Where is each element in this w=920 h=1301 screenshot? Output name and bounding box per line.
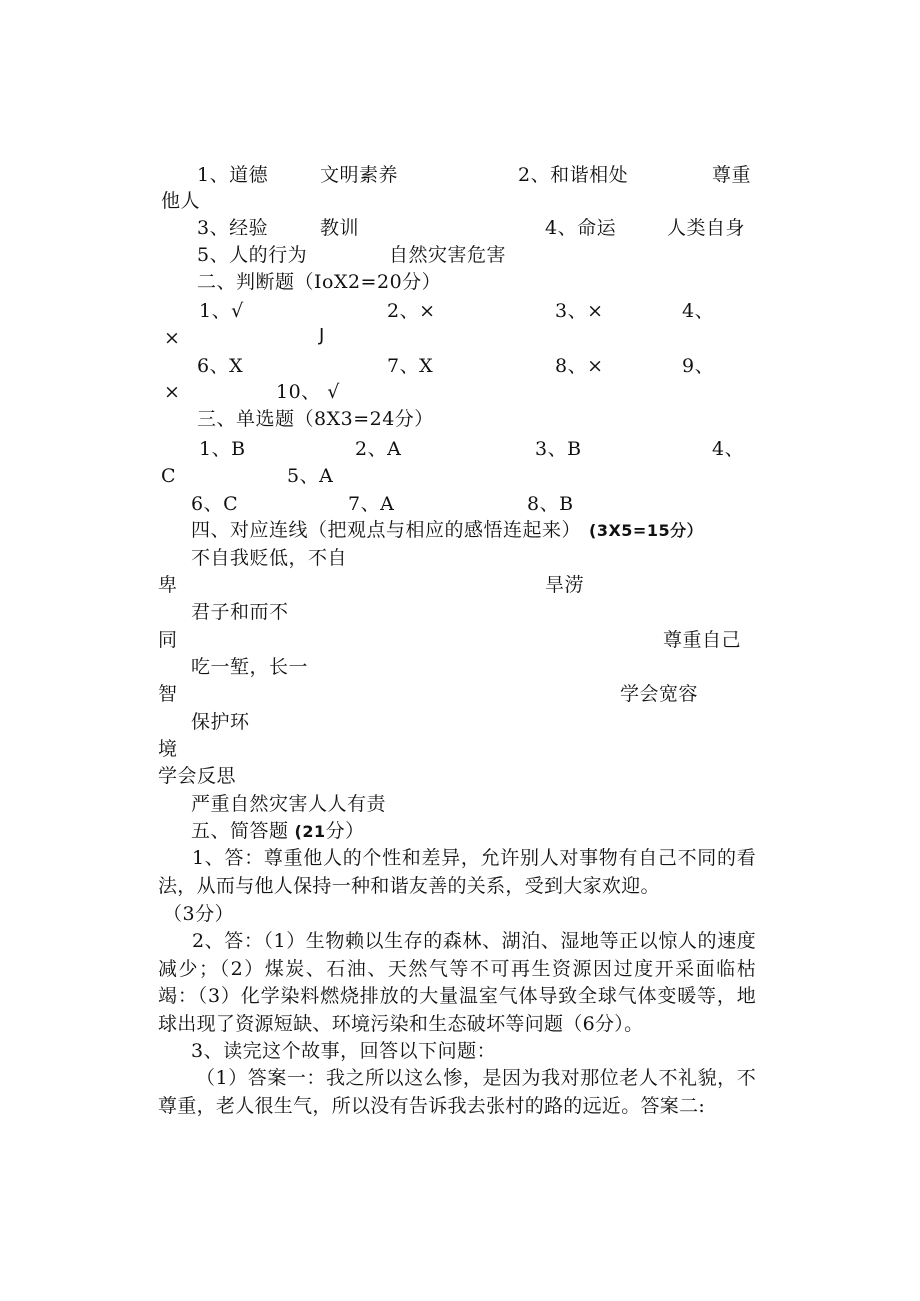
judge-answer-4b: × xyxy=(164,327,181,349)
judge-answer-1: 1、√ xyxy=(199,300,244,322)
judge-answer-5: J xyxy=(319,325,325,346)
short-answer-1-score: （3分） xyxy=(163,903,235,925)
single-answer-1: 1、B xyxy=(199,438,246,460)
match-left-3b: 智 xyxy=(158,683,178,705)
short-heading-score: (21 xyxy=(294,822,326,841)
fill-answer-4b: 人类自身 xyxy=(667,217,746,239)
judge-heading: 二、判断题（IoX2=20分） xyxy=(197,271,442,293)
judge-answer-9b: × xyxy=(164,381,181,403)
short-answer-2: 2、答：（1）生物赖以生存的森林、湖泊、湿地等正以惊人的速度减少；（2）煤炭、石油、天然气等不可再生资源因过度开采面临枯竭：（3）化学染料燃烧排放的大量温室气体导致全球气体变暖等，地球出现了资源短缺、环境污染和生态破坏等问题（6分）。 xyxy=(158,930,756,1035)
single-answer-8: 8、B xyxy=(527,493,574,515)
single-heading: 三、单选题（8X3=24分） xyxy=(197,408,434,430)
judge-answer-4: 4、 xyxy=(682,300,715,322)
single-answer-2: 2、A xyxy=(355,438,402,460)
short-answer-1: 1、答：尊重他人的个性和差异，允许别人对事物有自己不同的看法，从而与他人保持一种和谐友善的关系，受到大家欢迎。 xyxy=(158,847,756,897)
match-heading xyxy=(191,518,703,543)
judge-answer-9: 9、 xyxy=(682,355,715,377)
fill-answer-5: 5、人的行为 xyxy=(197,244,308,266)
single-answer-5: 5、A xyxy=(287,465,334,487)
single-answer-3: 3、B xyxy=(535,438,582,460)
fill-answer-5b: 自然灾害危害 xyxy=(389,244,507,266)
short-heading-text: 五、简答题 xyxy=(191,820,289,842)
match-right-1: 旱涝 xyxy=(545,574,585,596)
judge-answer-7: 7、X xyxy=(387,355,434,377)
short-answer-3-1: （1）答案一：我之所以这么惨，是因为我对那位老人不礼貌，不尊重，老人很生气，所以没有告诉我去张村的路的远近。答案二: xyxy=(158,1067,756,1117)
match-left-6: 严重自然灾害人人有责 xyxy=(191,793,387,815)
match-heading-text: 四、对应连线（把观点与相应的感悟连起来） xyxy=(191,519,582,541)
match-left-2a: 君子和而不 xyxy=(191,601,289,623)
single-answer-4b: C xyxy=(161,465,177,487)
match-heading-score: (3X5=15分） xyxy=(589,521,704,540)
single-answer-4: 4、 xyxy=(712,438,745,460)
short-answer-3: 3、读完这个故事，回答以下问题： xyxy=(191,1040,497,1062)
short-heading xyxy=(191,819,365,844)
match-left-2b: 同 xyxy=(158,629,178,651)
fill-answer-2c: 他人 xyxy=(161,190,201,212)
single-answer-6: 6、C xyxy=(191,493,239,515)
single-answer-7: 7、A xyxy=(348,493,395,515)
judge-answer-10: 10、 √ xyxy=(276,381,340,403)
fill-answer-3b: 教训 xyxy=(320,217,360,239)
judge-answer-3: 3、× xyxy=(555,300,604,322)
match-right-2: 尊重自己 xyxy=(663,629,742,651)
judge-answer-2: 2、× xyxy=(387,300,436,322)
match-right-3: 学会宽容 xyxy=(620,683,699,705)
fill-answer-4: 4、命运 xyxy=(545,217,617,239)
match-left-4b: 境 xyxy=(158,738,178,760)
judge-answer-8: 8、× xyxy=(555,355,604,377)
fill-answer-2b: 尊重 xyxy=(712,164,752,186)
match-left-1b: 卑 xyxy=(158,574,178,596)
judge-answer-6: 6、X xyxy=(197,355,244,377)
fill-answer-1b: 文明素养 xyxy=(320,164,399,186)
match-left-1a: 不自我贬低，不自 xyxy=(191,547,348,569)
fill-answer-3: 3、经验 xyxy=(197,217,269,239)
match-left-4a: 保护环 xyxy=(191,711,250,733)
fill-answer-1: 1、道德 xyxy=(197,164,269,186)
match-left-3a: 吃一堑，长一 xyxy=(191,656,309,678)
fill-answer-2: 2、和谐相处 xyxy=(518,164,629,186)
match-left-5: 学会反思 xyxy=(158,765,237,787)
short-heading-end: 分） xyxy=(325,820,365,842)
